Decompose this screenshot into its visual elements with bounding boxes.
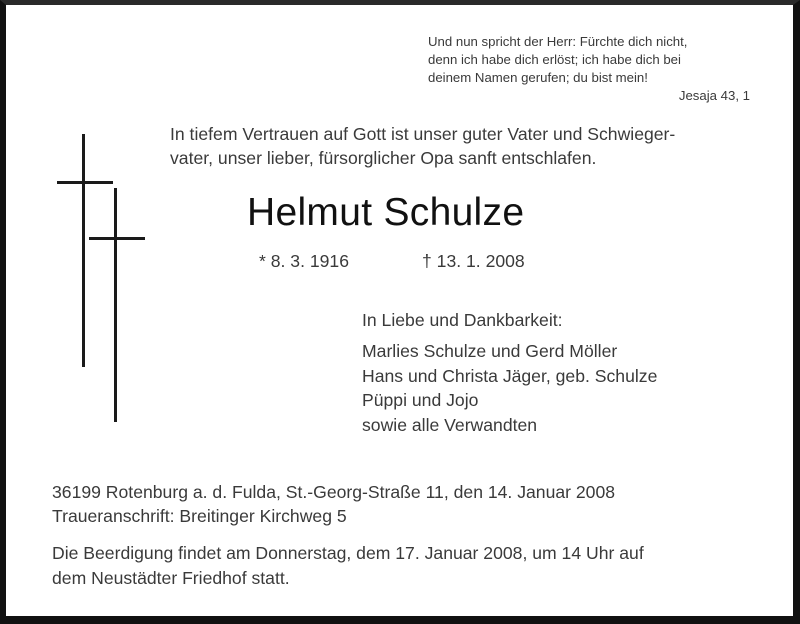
- intro-line: In tiefem Vertrauen auf Gott ist unser guter Vater und Schwieger-: [170, 124, 676, 144]
- death-date: † 13. 1. 2008: [422, 251, 525, 271]
- cross-bar: [57, 181, 113, 184]
- verse-line: Und nun spricht der Herr: Fürchte dich nicht,: [428, 34, 688, 49]
- thanks-heading: In Liebe und Dankbarkeit:: [362, 310, 563, 330]
- mourners-list: [362, 339, 657, 437]
- birth-date: * 8. 3. 1916: [259, 251, 349, 271]
- address-line: 36199 Rotenburg a. d. Fulda, St.-Georg-Straße 11, den 14. Januar 2008: [52, 482, 616, 502]
- deceased-name: Helmut Schulze: [247, 191, 525, 234]
- intro-line: vater, unser lieber, fürsorglicher Opa sanft entschlafen.: [170, 148, 597, 168]
- mourner: sowie alle Verwandten: [362, 414, 538, 435]
- mourner: Hans und Christa Jäger, geb. Schulze: [362, 365, 658, 386]
- cross-icon: [82, 134, 85, 367]
- mourner: Marlies Schulze und Gerd Möller: [362, 341, 618, 361]
- cross-bar: [89, 237, 145, 240]
- cross-icon: [114, 188, 117, 422]
- funeral-line: dem Neustädter Friedhof statt.: [52, 567, 290, 588]
- funeral-info: [52, 541, 644, 590]
- mourning-address: Traueranschrift: Breitinger Kirchweg 5: [52, 506, 347, 526]
- mourner: Püppi und Jojo: [362, 390, 479, 410]
- address-block: [52, 480, 615, 528]
- intro-text: [170, 122, 675, 170]
- funeral-line: Die Beerdigung findet am Donnerstag, dem 17. Januar 2008, um 14 Uhr auf: [52, 543, 644, 563]
- verse-line: denn ich habe dich erlöst; ich habe dich bei: [428, 52, 681, 67]
- verse-reference: Jesaja 43, 1: [678, 88, 750, 103]
- bible-verse: [428, 33, 758, 105]
- verse-line: deinem Namen gerufen; du bist mein!: [428, 70, 648, 85]
